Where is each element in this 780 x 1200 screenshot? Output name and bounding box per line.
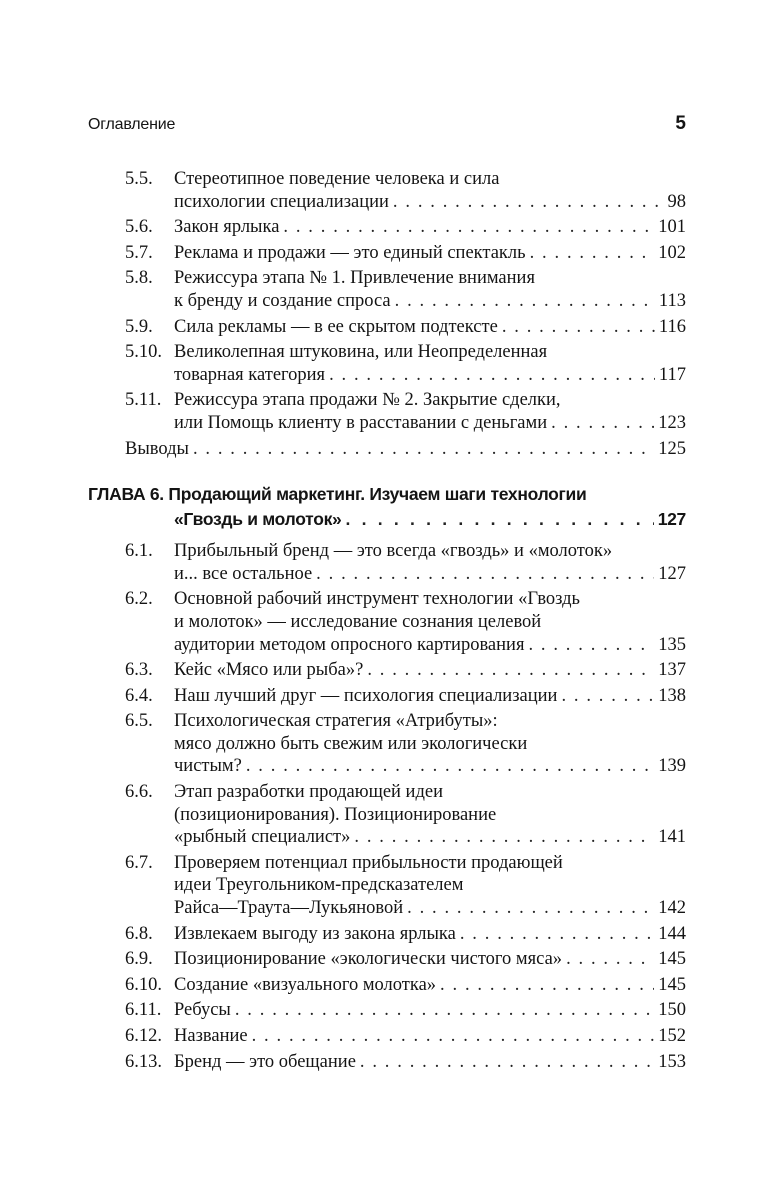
dot-leader bbox=[395, 290, 655, 313]
toc-entry-title-line: идеи Треугольником-предсказателем bbox=[174, 875, 464, 896]
toc-entry-number: 5.5. bbox=[125, 169, 153, 189]
toc-entry-number: 6.3. bbox=[125, 660, 153, 681]
toc-entry-title-line: Извлекаем выгоду из закона ярлыка bbox=[174, 923, 456, 944]
toc-entry bbox=[88, 685, 686, 708]
toc-entry-page: 153 bbox=[658, 1051, 686, 1072]
toc-entry bbox=[88, 267, 686, 312]
toc-entry-title-line: и... все остальное bbox=[174, 563, 313, 584]
toc-entry-title-line: Бренд — это обещание bbox=[174, 1051, 356, 1072]
toc-entry-number: 6.1. bbox=[125, 541, 153, 562]
toc-entry-page: 135 bbox=[658, 634, 686, 655]
toc-section-5 bbox=[88, 168, 686, 435]
toc-entry-page: 152 bbox=[658, 1026, 686, 1046]
toc-entry-title-line: Название bbox=[174, 1026, 248, 1046]
toc-entry-title-line: Режиссура этапа продажи № 2. Закрытие сделки, bbox=[174, 390, 561, 411]
toc-entry-number: 6.13. bbox=[125, 1051, 162, 1072]
toc-entry-number: 6.10. bbox=[125, 974, 162, 995]
toc-entry bbox=[88, 923, 686, 946]
page-number: 5 bbox=[675, 113, 686, 134]
toc-entry-title-line: товарная категория bbox=[174, 364, 326, 385]
toc-entry-title-line: «рыбный специалист» bbox=[174, 827, 351, 848]
toc-entry-page: 138 bbox=[658, 685, 686, 706]
toc-entry-title-line: к бренду и создание спроса bbox=[174, 290, 391, 311]
toc-entry-number: 6.4. bbox=[125, 685, 153, 706]
toc-entry-page: 125 bbox=[658, 438, 686, 459]
toc-entry bbox=[88, 540, 686, 585]
toc-entry-title-line: Создание «визуального молотка» bbox=[174, 974, 437, 995]
toc-entry-page: 113 bbox=[658, 290, 686, 311]
toc-entry-number: 5.10. bbox=[125, 342, 162, 363]
toc-entry bbox=[88, 316, 686, 339]
toc-entry bbox=[88, 389, 686, 434]
dot-leader bbox=[528, 634, 654, 657]
dot-leader bbox=[440, 974, 654, 997]
toc-entry-number: 5.9. bbox=[125, 316, 153, 337]
toc-entry-title-line: Закон ярлыка bbox=[174, 217, 280, 238]
toc-entry-page: 101 bbox=[658, 217, 686, 238]
dot-leader bbox=[566, 948, 654, 971]
toc-entry-title-line: Режиссура этапа № 1. Привлечение внимания bbox=[174, 268, 535, 289]
toc-entry-number: 5.7. bbox=[125, 242, 153, 263]
toc-entry bbox=[88, 781, 686, 849]
toc-entry bbox=[88, 588, 686, 656]
toc-entry-title-line: психологии специализации bbox=[174, 191, 389, 212]
toc-entry bbox=[88, 974, 686, 997]
table-of-contents bbox=[88, 168, 686, 1076]
chapter-heading bbox=[88, 482, 686, 532]
toc-entry bbox=[88, 1025, 686, 1048]
toc-entry-title-line: Прибыльный бренд — это всегда «гвоздь» и «молоток» bbox=[174, 541, 613, 562]
dot-leader bbox=[407, 897, 654, 920]
toc-entry bbox=[88, 999, 686, 1022]
toc-entry-title-line: мясо должно быть свежим или экологически bbox=[174, 733, 528, 754]
toc-entry-number: 5.11. bbox=[125, 390, 162, 411]
toc-entry-page: 117 bbox=[658, 364, 686, 385]
toc-entry-number: 6.9. bbox=[125, 949, 153, 970]
dot-leader bbox=[354, 826, 654, 849]
toc-entry-title-line: Этап разработки продающей идеи bbox=[174, 782, 443, 803]
dot-leader bbox=[393, 191, 664, 214]
toc-entry-number: 5.8. bbox=[125, 268, 153, 289]
toc-entry-number: 6.6. bbox=[125, 782, 153, 803]
dot-leader bbox=[345, 507, 653, 532]
toc-entry-number: 6.2. bbox=[125, 589, 153, 610]
dot-leader bbox=[502, 316, 655, 339]
toc-entry-title-line: Реклама и продажи — это единый спектакль bbox=[174, 242, 526, 263]
running-header: Оглавление bbox=[88, 116, 176, 133]
toc-entry bbox=[88, 852, 686, 920]
toc-entry-title-line: Проверяем потенциал прибыльности продающей bbox=[174, 852, 563, 873]
toc-entry-number: 6.7. bbox=[125, 852, 153, 873]
dot-leader bbox=[316, 563, 654, 586]
toc-entry-title-line: Позиционирование «экологически чистого мяса» bbox=[174, 949, 563, 970]
toc-entry-title-line: (позиционирования). Позиционирование bbox=[174, 804, 497, 825]
toc-entry bbox=[88, 1051, 686, 1074]
toc-entry-title-line: Стереотипное поведение человека и сила bbox=[174, 169, 500, 189]
toc-entry bbox=[88, 242, 686, 265]
toc-entry-title-line: Наш лучший друг — психология специализации bbox=[174, 685, 558, 706]
toc-entry-number: 6.11. bbox=[125, 1000, 162, 1021]
toc-entry bbox=[88, 168, 686, 213]
toc-entry-title: Выводы bbox=[125, 438, 189, 459]
toc-entry-conclusion bbox=[88, 438, 686, 461]
dot-leader bbox=[193, 438, 654, 461]
toc-entry-title-line: или Помощь клиенту в расставании с деньгами bbox=[174, 412, 548, 433]
toc-entry-page: 102 bbox=[658, 242, 686, 263]
dot-leader bbox=[460, 923, 654, 946]
chapter-title-line: «Гвоздь и молоток» bbox=[174, 509, 342, 530]
toc-entry-page: 139 bbox=[658, 756, 686, 777]
dot-leader bbox=[252, 1025, 655, 1048]
toc-entry-page: 127 bbox=[658, 563, 686, 584]
toc-entry-title-line: Великолепная штуковина, или Неопределенная bbox=[174, 342, 548, 363]
toc-entry-number: 6.5. bbox=[125, 711, 153, 732]
toc-entry-page: 123 bbox=[658, 412, 686, 433]
dot-leader bbox=[561, 685, 654, 708]
toc-entry-title-line: Кейс «Мясо или рыба»? bbox=[174, 660, 364, 681]
dot-leader bbox=[551, 412, 654, 435]
toc-entry-page: 144 bbox=[658, 923, 686, 944]
dot-leader bbox=[360, 1051, 654, 1074]
toc-entry-page: 145 bbox=[658, 974, 686, 995]
toc-entry-title-line: Психологическая стратегия «Атрибуты»: bbox=[174, 711, 498, 732]
toc-entry bbox=[88, 710, 686, 778]
dot-leader bbox=[235, 999, 654, 1022]
toc-entry-page: 142 bbox=[658, 898, 686, 919]
toc-entry-number: 6.8. bbox=[125, 923, 153, 944]
toc-entry-page: 137 bbox=[658, 660, 686, 681]
dot-leader bbox=[367, 659, 654, 682]
toc-entry-number: 5.6. bbox=[125, 217, 153, 238]
chapter-page: 127 bbox=[657, 509, 686, 530]
toc-entry bbox=[88, 659, 686, 682]
toc-entry-page: 141 bbox=[658, 827, 686, 848]
dot-leader bbox=[530, 242, 655, 265]
toc-entry-page: 98 bbox=[667, 191, 686, 212]
toc-entry-title-line: Райса—Траута—Лукьяновой bbox=[174, 898, 404, 919]
toc-entry bbox=[88, 341, 686, 386]
toc-entry-number: 6.12. bbox=[125, 1026, 162, 1046]
dot-leader bbox=[246, 755, 654, 778]
toc-entry bbox=[88, 216, 686, 239]
toc-entry-title-line: Ребусы bbox=[174, 1000, 231, 1021]
chapter-title-line: ГЛАВА 6. Продающий маркетинг. Изучаем шаги технологии bbox=[88, 484, 587, 505]
dot-leader bbox=[283, 216, 654, 239]
toc-entry bbox=[88, 948, 686, 971]
toc-section-6 bbox=[88, 540, 686, 1073]
toc-entry-page: 150 bbox=[658, 1000, 686, 1021]
toc-entry-title-line: и молоток» — исследование сознания целевой bbox=[174, 611, 542, 632]
toc-entry-title-line: чистым? bbox=[174, 756, 242, 777]
dot-leader bbox=[329, 364, 655, 387]
toc-entry-page: 116 bbox=[658, 316, 686, 337]
toc-entry-page: 145 bbox=[658, 949, 686, 970]
toc-entry-title-line: аудитории методом опросного картирования bbox=[174, 634, 525, 655]
toc-entry-title-line: Сила рекламы — в ее скрытом подтексте bbox=[174, 316, 498, 337]
toc-entry-title-line: Основной рабочий инструмент технологии «Гвоздь bbox=[174, 589, 580, 610]
